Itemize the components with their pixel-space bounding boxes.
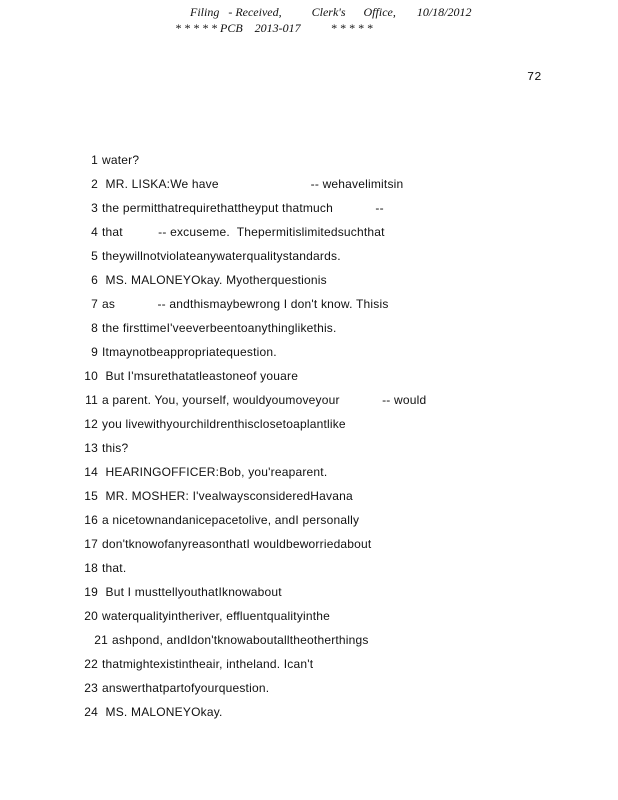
- line-text: But I'msurethatatleastoneof youare: [102, 369, 299, 383]
- transcript-line: [82, 201, 384, 217]
- transcript-line: [82, 297, 389, 313]
- transcript-line: [82, 465, 327, 481]
- transcript-line: [82, 513, 359, 529]
- transcript-line: [92, 633, 369, 649]
- line-text: don'tknowofanyreasonthatI wouldbeworriedabout: [102, 537, 372, 551]
- line-text: HEARINGOFFICER:Bob, you'reaparent.: [102, 465, 328, 479]
- filing-stamp-line1: Filing - Received, Clerk's Office, 10/18/2012: [190, 5, 472, 19]
- line-number: 22: [84, 657, 98, 671]
- line-number: 19: [84, 585, 98, 599]
- transcript-line: [82, 273, 327, 289]
- line-text: MS. MALONEYOkay. Myotherquestionis: [102, 273, 327, 287]
- line-text: answerthatpartofyourquestion.: [102, 681, 270, 695]
- line-number: 12: [84, 417, 98, 431]
- transcript-line: [82, 393, 426, 409]
- line-number: 3: [91, 201, 98, 215]
- transcript-line: [82, 705, 223, 721]
- page-number: 72: [527, 70, 542, 84]
- line-number: 13: [84, 441, 98, 455]
- line-text: ashpond, andIdon'tknowaboutalltheotherthings: [112, 633, 369, 647]
- line-text: But I musttellyouthatIknowabout: [102, 585, 282, 599]
- line-number: 16: [84, 513, 98, 527]
- line-number: 4: [91, 225, 98, 239]
- transcript-line: [82, 225, 385, 241]
- transcript-line: [82, 537, 371, 553]
- transcript-line: [82, 681, 269, 697]
- line-text: that.: [102, 561, 127, 575]
- line-text: that -- excuseme. Thepermitislimitedsuchthat: [102, 225, 385, 239]
- line-text: a parent. You, yourself, wouldyoumoveyour -- would: [102, 393, 427, 407]
- line-number: 5: [91, 249, 98, 263]
- line-text: as -- andthismaybewrong I don't know. Thisis: [102, 297, 389, 311]
- line-text: Itmaynotbeappropriatequestion.: [102, 345, 277, 359]
- line-number: 21: [94, 633, 108, 647]
- line-number: 14: [84, 465, 98, 479]
- transcript-line: [82, 417, 346, 433]
- line-number: 11: [85, 393, 98, 407]
- line-number: 10: [84, 369, 98, 383]
- transcript-line: [82, 585, 282, 601]
- line-text: MS. MALONEYOkay.: [102, 705, 223, 719]
- line-number: 2: [91, 177, 98, 191]
- line-text: you livewithyourchildrenthisclosetoaplantlike: [102, 417, 346, 431]
- line-number: 23: [84, 681, 98, 695]
- transcript-line: [82, 321, 337, 337]
- line-text: thatmightexistintheair, intheland. Ican't: [102, 657, 314, 671]
- line-number: 1: [91, 153, 98, 167]
- line-text: waterqualityintheriver, effluentqualityinthe: [102, 609, 331, 623]
- line-number: 24: [84, 705, 98, 719]
- transcript-line: [82, 489, 353, 505]
- line-number: 15: [84, 489, 98, 503]
- transcript-line: [82, 177, 403, 193]
- line-text: MR. MOSHER: I'vealwaysconsideredHavana: [102, 489, 353, 503]
- line-text: a nicetownandanicepacetolive, andI personally: [102, 513, 360, 527]
- transcript-line: [82, 369, 298, 385]
- line-text: MR. LISKA:We have -- wehavelimitsin: [102, 177, 404, 191]
- transcript-line: [82, 609, 330, 625]
- line-text: this?: [102, 441, 129, 455]
- filing-stamp-line2: * * * * * PCB 2013-017 * * * * *: [175, 21, 373, 35]
- transcript-line: [82, 345, 277, 361]
- line-text: the permitthatrequirethattheyput thatmuch --: [102, 201, 384, 215]
- transcript-line: [82, 657, 313, 673]
- line-number: 8: [91, 321, 98, 335]
- line-number: 18: [84, 561, 98, 575]
- line-number: 6: [91, 273, 98, 287]
- line-number: 17: [84, 537, 98, 551]
- line-text: the firsttimeI'veeverbeentoanythinglikethis.: [102, 321, 337, 335]
- line-number: 9: [91, 345, 98, 359]
- transcript-line: [82, 249, 341, 265]
- line-number: 7: [91, 297, 98, 311]
- transcript-line: [82, 153, 139, 169]
- transcript-line: [82, 561, 126, 577]
- line-text: water?: [102, 153, 140, 167]
- line-number: 20: [84, 609, 98, 623]
- line-text: theywillnotviolateanywaterqualitystandards.: [102, 249, 341, 263]
- transcript-line: [82, 441, 128, 457]
